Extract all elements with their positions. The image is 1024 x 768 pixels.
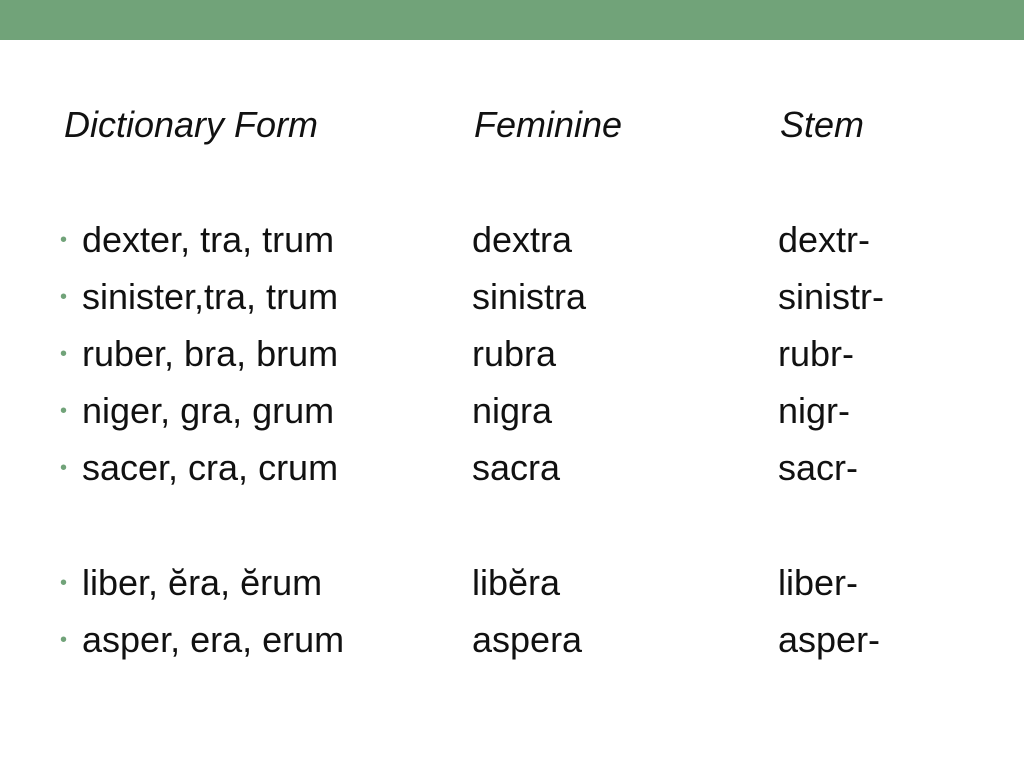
stem-cell: asper- [778,619,881,660]
bullet-icon: • [60,286,68,308]
dictionary-form-cell: liber, ĕra, ĕrum [82,562,323,603]
stem-cell: sinistr- [778,276,884,317]
header-dictionary-form: Dictionary Form [64,104,319,145]
table-row [0,561,1024,605]
stem-cell: dextr- [778,219,871,260]
stem-cell: nigr- [778,390,851,431]
dictionary-form-cell: sinister,tra, trum [82,276,339,317]
table-row [0,275,1024,319]
table-row [0,218,1024,262]
bullet-icon: • [60,572,68,594]
stem-cell: sacr- [778,447,858,488]
bullet-icon: • [60,457,68,479]
feminine-cell: sacra [472,447,561,488]
feminine-cell: sinistra [472,276,587,317]
feminine-cell: dextra [472,219,573,260]
dictionary-form-cell: dexter, tra, trum [82,219,335,260]
bullet-icon: • [60,400,68,422]
stem-cell: liber- [778,562,859,603]
dictionary-form-cell: sacer, cra, crum [82,447,339,488]
feminine-cell: nigra [472,390,553,431]
table-row [0,446,1024,490]
feminine-cell: rubra [472,333,557,374]
feminine-cell: aspera [472,619,583,660]
bullet-icon: • [60,343,68,365]
dictionary-form-cell: ruber, bra, brum [82,333,339,374]
dictionary-form-cell: niger, gra, grum [82,390,335,431]
table-row [0,332,1024,376]
feminine-cell: libĕra [472,562,561,603]
table-row [0,389,1024,433]
top-accent-bar [0,0,1024,40]
bullet-icon: • [60,629,68,651]
table-row [0,618,1024,662]
stem-cell: rubr- [778,333,855,374]
header-stem: Stem [780,104,865,145]
dictionary-form-cell: asper, era, erum [82,619,345,660]
bullet-icon: • [60,229,68,251]
header-feminine: Feminine [474,104,623,145]
